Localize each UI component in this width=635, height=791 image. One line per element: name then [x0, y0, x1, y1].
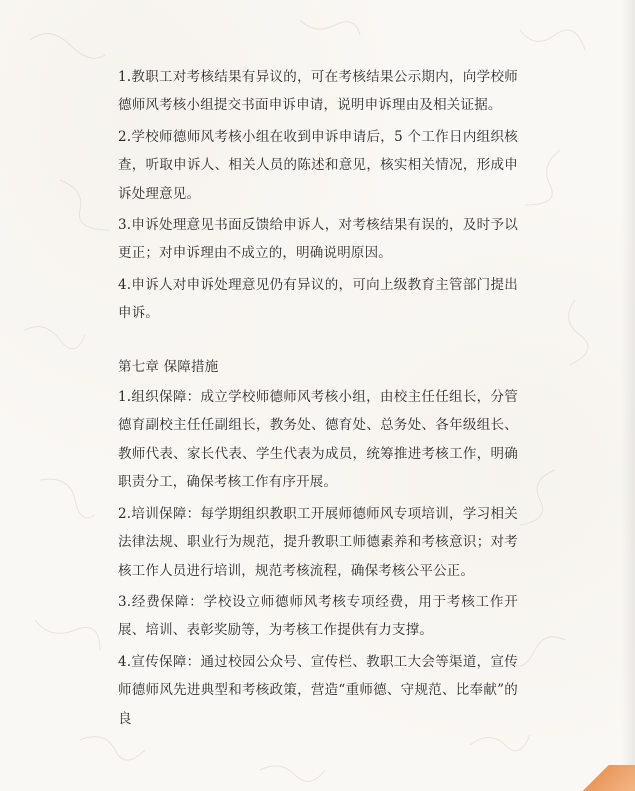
- appeal-item-4: 4.申诉人对申诉处理意见仍有异议的，可向上级教育主管部门提出申诉。: [118, 276, 518, 322]
- document-body: [118, 63, 518, 736]
- page-edge-shadow: [621, 0, 635, 791]
- measure-item-1: 1.组织保障：成立学校师德师风考核小组，由校主任任组长，分管德育副校主任任副组长，教务处、德育处、总务处、各年级组长、教师代表、家长代表、学生代表为成员，统筹推进考核工作，明确职责分工，确保考核工作有序开展。: [118, 389, 518, 491]
- appeal-item-2: 2.学校师德师风考核小组在收到申诉申请后，5 个工作日内组织核查，听取申诉人、相关人员的陈述和意见，核实相关情况，形成申诉处理意见。: [118, 128, 518, 202]
- section-gap: [118, 331, 518, 353]
- appeal-item-1: 1.教职工对考核结果有异议的，可在考核结果公示期内，向学校师德师风考核小组提交书面申诉申请，说明申诉理由及相关证据。: [118, 69, 518, 114]
- measure-item-4: 4.宣传保障：通过校园公众号、宣传栏、教职工大会等渠道，宣传师德师风先进典型和考核政策，营造“重师德、守规范、比奉献”的良: [118, 653, 518, 727]
- measure-item-3: 3.经费保障：学校设立师德师风考核专项经费，用于考核工作开展、培训、表彰奖励等，为考核工作提供有力支撑。: [118, 593, 518, 639]
- corner-accent: [565, 765, 635, 791]
- measure-item-2: 2.培训保障：每学期组织教职工开展师德师风专项培训，学习相关法律法规、职业行为规范，提升教职工师德素养和考核意识；对考核工作人员进行培训，规范考核流程，确保考核公平公正。: [118, 505, 518, 579]
- appeal-item-3: 3.申诉处理意见书面反馈给申诉人，对考核结果有误的，及时予以更正；对申诉理由不成立的，明确说明原因。: [118, 217, 518, 262]
- chapter-title: 第七章 保障措施: [118, 358, 219, 375]
